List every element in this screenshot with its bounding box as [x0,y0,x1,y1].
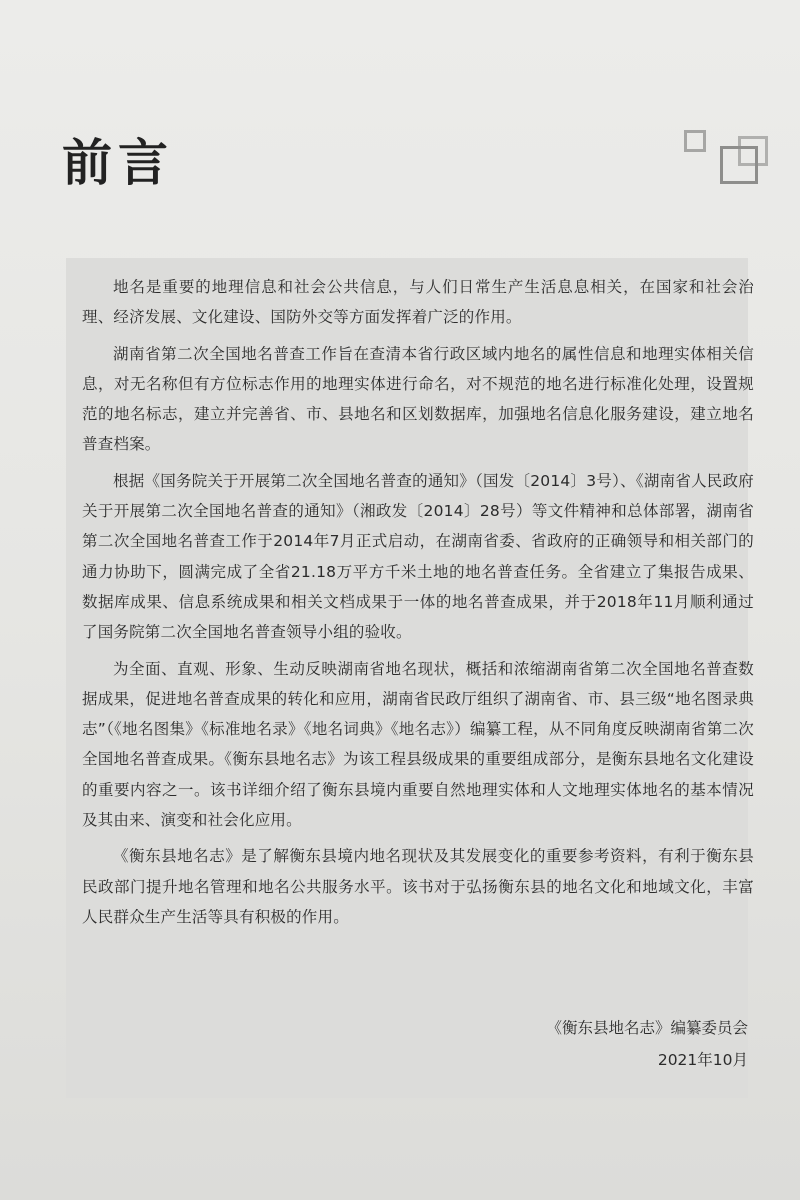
signature-organization: 《衡东县地名志》编纂委员会 [546,1019,748,1037]
paragraph: 为全面、直观、形象、生动反映湖南省地名现状，概括和浓缩湖南省第二次全国地名普查数据成果，促进地名普查成果的转化和应用，湖南省民政厅组织了湖南省、市、县三级“地名图录典志”（《地名图集》《标准地名录》《地名词典》《地名志》）编纂工程，从不同角度反映湖南省第二次全国地名普查成果。《衡东县地名志》为该工程县级成果的重要组成部分，是衡东县地名文化建设的重要内容之一。该书详细介绍了衡东县境内重要自然地理实体和人文地理实体地名的基本情况及其由来、演变和社会化应用。 [82,659,754,830]
paragraph: 湖南省第二次全国地名普查工作旨在查清本省行政区域内地名的属性信息和地理实体相关信息，对无名称但有方位标志作用的地理实体进行命名，对不规范的地名进行标准化处理，设置规范的地名标志，建立并完善省、市、县地名和区划数据库，加强地名信息化服务建设，建立地名普查档案。 [82,344,754,454]
page-title: 前言 [62,133,174,192]
decorative-squares-icon [680,128,780,198]
paragraph: 《衡东县地名志》是了解衡东县境内地名现状及其发展变化的重要参考资料，有利于衡东县民政部门提升地名管理和地名公共服务水平。该书对于弘扬衡东县的地名文化和地域文化，丰富人民群众生产生活等具有积极的作用。 [82,847,754,926]
paragraph: 根据《国务院关于开展第二次全国地名普查的通知》（国发〔2014〕3号）、《湖南省人民政府关于开展第二次全国地名普查的通知》（湘政发〔2014〕28号）等文件精神和总体部署，湖南省第二次全国地名普查工作于2014年7月正式启动，在湖南省委、省政府的正确领导和相关部门的通力协助下，圆满完成了全省21.18万平方千米土地的地名普查任务。全省建立了集报告成果、数据库成果、信息系统成果和相关文档成果于一体的地名普查成果，并于2018年11月顺利通过了国务院第二次全国地名普查领导小组的验收。 [82,471,754,642]
paragraph: 地名是重要的地理信息和社会公共信息，与人们日常生产生活息息相关，在国家和社会治理、经济发展、文化建设、国防外交等方面发挥着广泛的作用。 [82,278,754,327]
signature-date: 2021年10月 [657,1051,748,1069]
preface-body [82,272,754,938]
